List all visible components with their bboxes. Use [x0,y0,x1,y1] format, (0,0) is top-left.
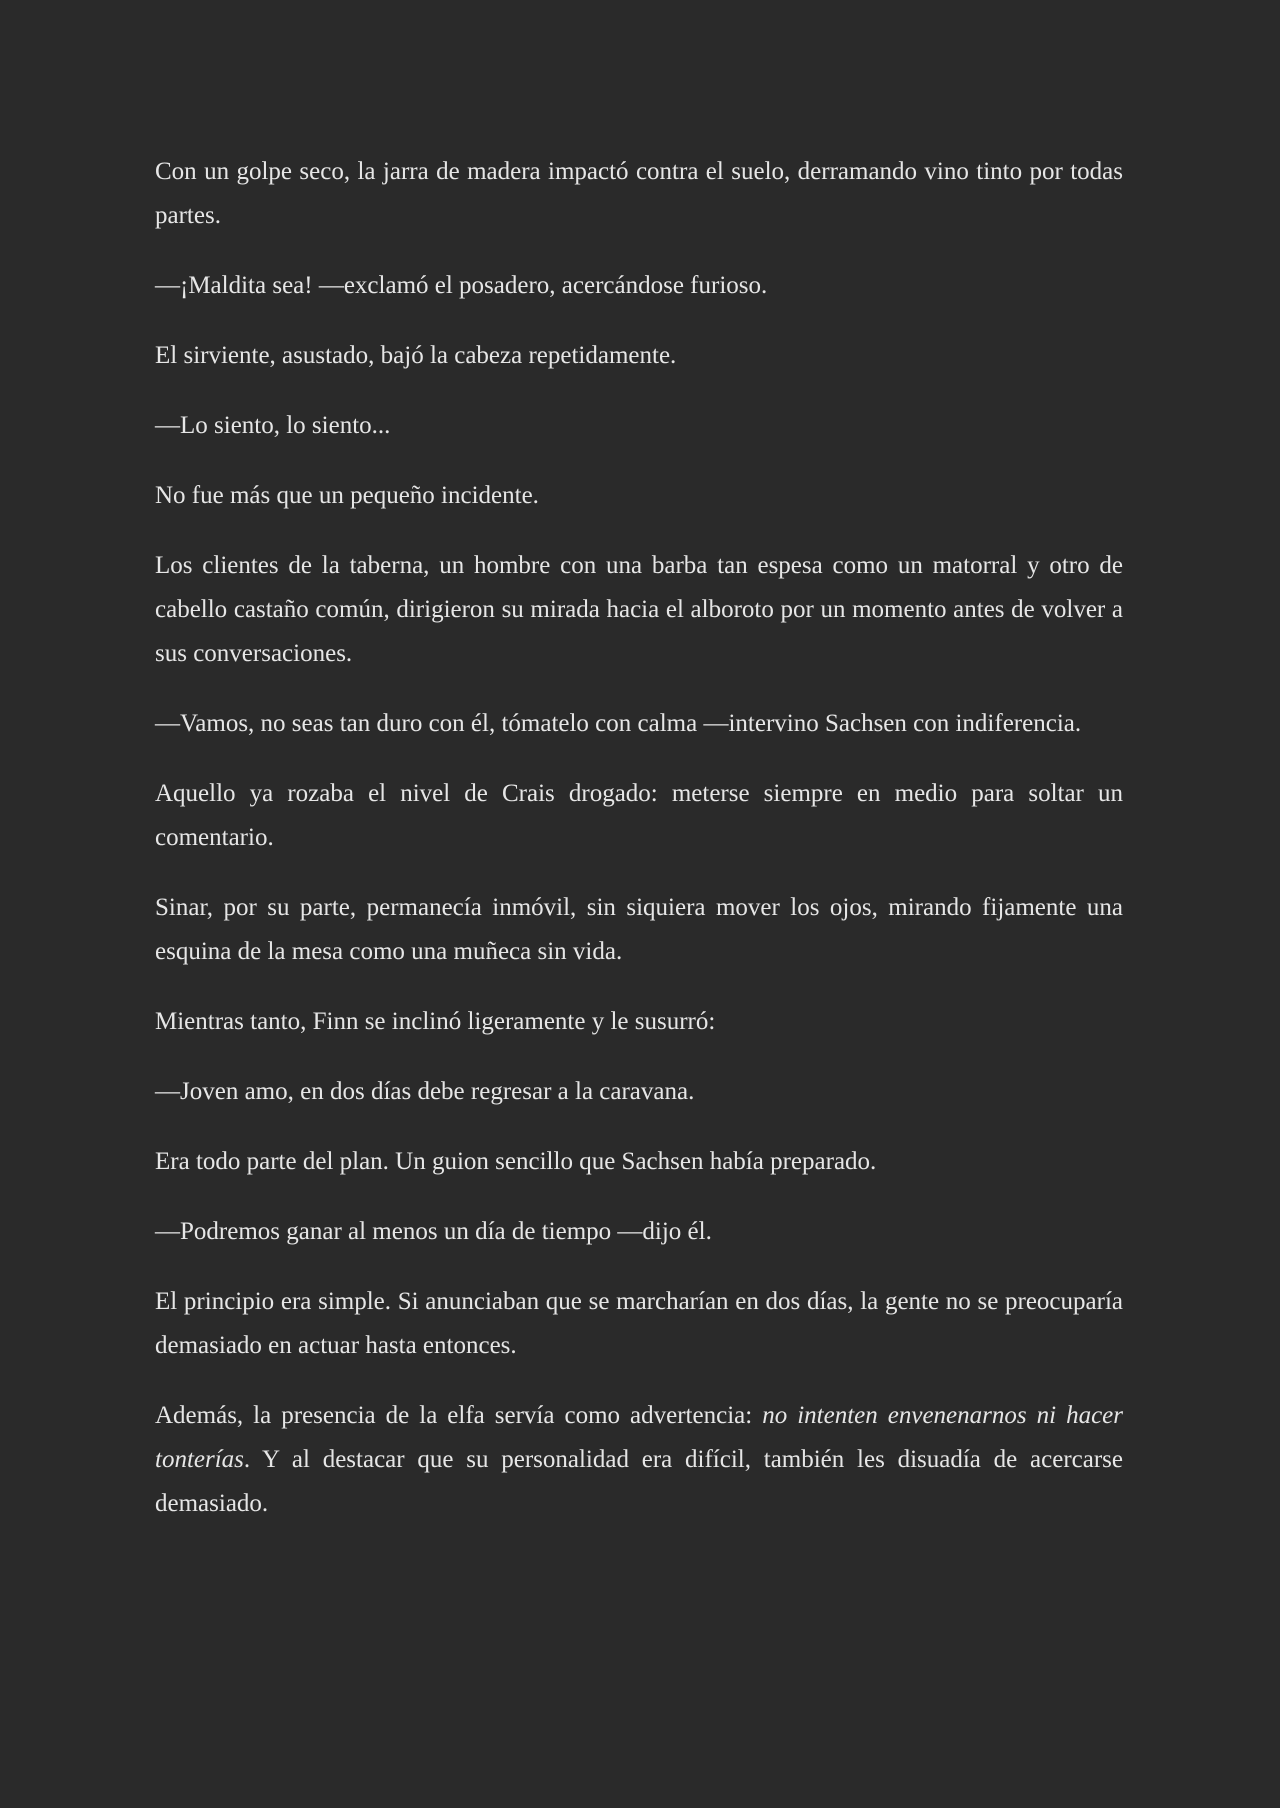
paragraph-10: Mientras tanto, Finn se inclinó ligeramente y le susurró: [155,1008,716,1035]
paragraph-15-start: Además, la presencia de la elfa servía como advertencia: [155,1402,763,1429]
paragraph-15-end: . Y al destacar que su personalidad era difícil, también les disuadía de acercarse demasiado. [155,1446,1123,1517]
paragraph-9: Sinar, por su parte, permanecía inmóvil, sin siquiera mover los ojos, mirando fijamente una esquina de la mesa como una muñeca sin vida. [155,894,1123,965]
paragraph-3: El sirviente, asustado, bajó la cabeza repetidamente. [155,342,677,369]
paragraph-6: Los clientes de la taberna, un hombre con una barba tan espesa como un matorral y otro de cabello castaño común, dirigieron su mirada hacia el alboroto por un momento antes de volver a sus conversaciones. [155,552,1123,667]
paragraph-11: —Joven amo, en dos días debe regresar a la caravana. [155,1078,695,1105]
paragraph-5: No fue más que un pequeño incidente. [155,482,539,509]
paragraph-13: —Podremos ganar al menos un día de tiempo —dijo él. [155,1218,712,1245]
paragraph-15-italic: no intenten envenenarnos ni hacer tonterías [155,1402,1123,1473]
paragraph-4: —Lo siento, lo siento... [155,412,391,439]
paragraph-15 [155,1394,1123,1526]
paragraph-1: Con un golpe seco, la jarra de madera impactó contra el suelo, derramando vino tinto por todas partes. [155,158,1123,229]
chapter-text [155,150,1123,1552]
paragraph-12: Era todo parte del plan. Un guion sencillo que Sachsen había preparado. [155,1148,877,1175]
paragraph-8: Aquello ya rozaba el nivel de Crais drogado: meterse siempre en medio para soltar un comentario. [155,780,1123,851]
paragraph-14: El principio era simple. Si anunciaban que se marcharían en dos días, la gente no se preocuparía demasiado en actuar hasta entonces. [155,1288,1123,1359]
paragraph-7: —Vamos, no seas tan duro con él, tómatelo con calma —intervino Sachsen con indiferencia. [155,710,1082,737]
paragraph-2: —¡Maldita sea! —exclamó el posadero, acercándose furioso. [155,272,768,299]
